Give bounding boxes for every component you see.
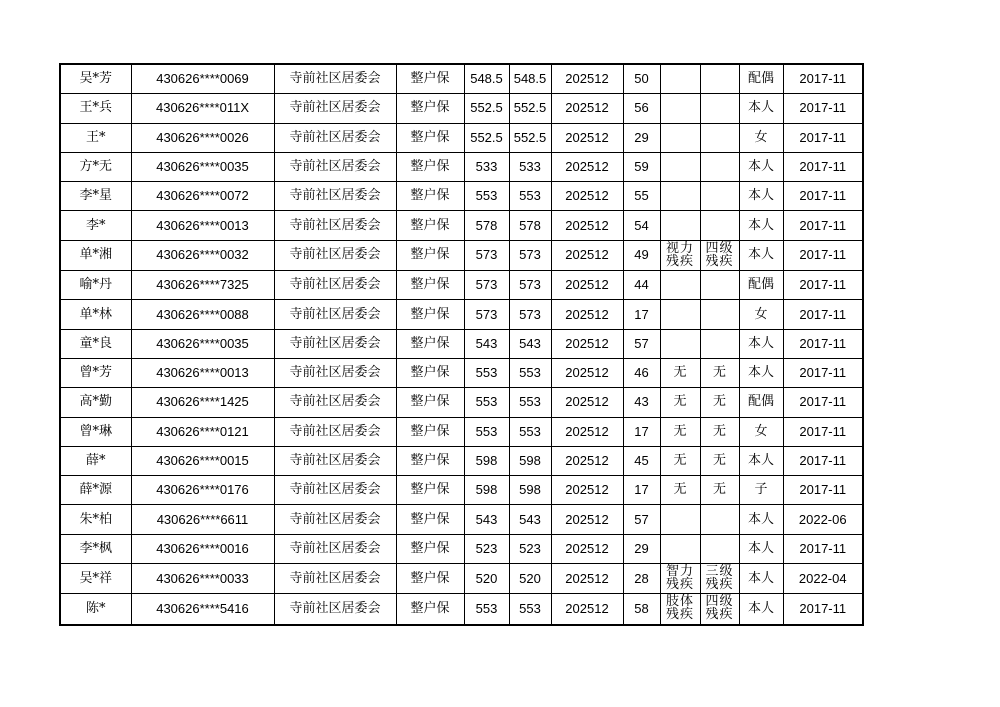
id-number-cell: 430626****0121 [131, 417, 274, 446]
relation-cell: 本人 [739, 211, 783, 240]
community-cell: 寺前社区居委会 [274, 240, 396, 270]
age-cell: 29 [623, 534, 660, 563]
community-cell: 寺前社区居委会 [274, 152, 396, 181]
id-number-cell: 430626****0072 [131, 182, 274, 211]
id-number-cell: 430626****0032 [131, 240, 274, 270]
amount-cell: 553 [464, 182, 509, 211]
start-date-cell: 2017-11 [783, 534, 863, 563]
relation-cell: 本人 [739, 94, 783, 123]
disability-level-cell: 无 [700, 476, 739, 505]
relation-cell: 本人 [739, 564, 783, 594]
name-cell: 曾*芳 [60, 358, 131, 387]
assistance-type-cell: 整户保 [396, 564, 464, 594]
community-cell: 寺前社区居委会 [274, 271, 396, 300]
period-cell: 202512 [551, 240, 623, 270]
disability-level-cell: 三级残疾 [700, 564, 739, 594]
total-amount-cell: 523 [509, 534, 551, 563]
disability-type-cell [660, 94, 700, 123]
relation-cell: 本人 [739, 240, 783, 270]
community-cell: 寺前社区居委会 [274, 182, 396, 211]
disability-type-cell [660, 534, 700, 563]
assistance-type-cell: 整户保 [396, 94, 464, 123]
id-number-cell: 430626****011X [131, 94, 274, 123]
id-number-cell: 430626****0035 [131, 329, 274, 358]
disability-type-cell: 无 [660, 388, 700, 417]
assistance-type-cell: 整户保 [396, 211, 464, 240]
total-amount-cell: 543 [509, 329, 551, 358]
disability-level-cell [700, 182, 739, 211]
relation-cell: 本人 [739, 329, 783, 358]
start-date-cell: 2017-11 [783, 211, 863, 240]
assistance-type-cell: 整户保 [396, 476, 464, 505]
assistance-type-cell: 整户保 [396, 594, 464, 625]
assistance-type-cell: 整户保 [396, 64, 464, 94]
start-date-cell: 2017-11 [783, 240, 863, 270]
amount-cell: 578 [464, 211, 509, 240]
community-cell: 寺前社区居委会 [274, 564, 396, 594]
period-cell: 202512 [551, 123, 623, 152]
table-row [60, 240, 863, 270]
id-number-cell: 430626****0033 [131, 564, 274, 594]
assistance-type-cell: 整户保 [396, 534, 464, 563]
relation-cell: 本人 [739, 534, 783, 563]
start-date-cell: 2017-11 [783, 358, 863, 387]
age-cell: 17 [623, 476, 660, 505]
assistance-type-cell: 整户保 [396, 182, 464, 211]
assistance-type-cell: 整户保 [396, 300, 464, 329]
disability-level-cell [700, 300, 739, 329]
disability-level-cell [700, 123, 739, 152]
start-date-cell: 2017-11 [783, 417, 863, 446]
amount-cell: 523 [464, 534, 509, 563]
total-amount-cell: 552.5 [509, 94, 551, 123]
disability-level-cell [700, 534, 739, 563]
relation-cell: 子 [739, 476, 783, 505]
amount-cell: 552.5 [464, 123, 509, 152]
name-cell: 吴*芳 [60, 64, 131, 94]
amount-cell: 573 [464, 271, 509, 300]
name-cell: 陈* [60, 594, 131, 625]
id-number-cell: 430626****0016 [131, 534, 274, 563]
community-cell: 寺前社区居委会 [274, 64, 396, 94]
community-cell: 寺前社区居委会 [274, 388, 396, 417]
name-cell: 朱*柏 [60, 505, 131, 534]
community-cell: 寺前社区居委会 [274, 476, 396, 505]
total-amount-cell: 598 [509, 476, 551, 505]
community-cell: 寺前社区居委会 [274, 534, 396, 563]
assistance-type-cell: 整户保 [396, 240, 464, 270]
amount-cell: 573 [464, 300, 509, 329]
start-date-cell: 2017-11 [783, 329, 863, 358]
table-row [60, 446, 863, 475]
id-number-cell: 430626****0013 [131, 358, 274, 387]
relation-cell: 本人 [739, 358, 783, 387]
id-number-cell: 430626****0176 [131, 476, 274, 505]
disability-type-cell: 无 [660, 446, 700, 475]
disability-level-cell: 无 [700, 446, 739, 475]
start-date-cell: 2017-11 [783, 152, 863, 181]
disability-level-cell [700, 94, 739, 123]
amount-cell: 553 [464, 417, 509, 446]
disability-type-cell [660, 64, 700, 94]
id-number-cell: 430626****0088 [131, 300, 274, 329]
amount-cell: 573 [464, 240, 509, 270]
period-cell: 202512 [551, 271, 623, 300]
age-cell: 59 [623, 152, 660, 181]
age-cell: 46 [623, 358, 660, 387]
relation-cell: 女 [739, 123, 783, 152]
community-cell: 寺前社区居委会 [274, 358, 396, 387]
table-row [60, 564, 863, 594]
total-amount-cell: 573 [509, 300, 551, 329]
total-amount-cell: 598 [509, 446, 551, 475]
assistance-type-cell: 整户保 [396, 505, 464, 534]
amount-cell: 598 [464, 476, 509, 505]
assistance-type-cell: 整户保 [396, 358, 464, 387]
community-cell: 寺前社区居委会 [274, 417, 396, 446]
age-cell: 55 [623, 182, 660, 211]
total-amount-cell: 548.5 [509, 64, 551, 94]
name-cell: 李*星 [60, 182, 131, 211]
amount-cell: 553 [464, 388, 509, 417]
disability-level-cell: 无 [700, 388, 739, 417]
total-amount-cell: 573 [509, 240, 551, 270]
age-cell: 17 [623, 300, 660, 329]
period-cell: 202512 [551, 534, 623, 563]
benefit-roster-table [59, 63, 864, 626]
total-amount-cell: 578 [509, 211, 551, 240]
assistance-type-cell: 整户保 [396, 271, 464, 300]
period-cell: 202512 [551, 505, 623, 534]
total-amount-cell: 543 [509, 505, 551, 534]
id-number-cell: 430626****7325 [131, 271, 274, 300]
start-date-cell: 2017-11 [783, 64, 863, 94]
start-date-cell: 2017-11 [783, 476, 863, 505]
community-cell: 寺前社区居委会 [274, 505, 396, 534]
total-amount-cell: 520 [509, 564, 551, 594]
relation-cell: 本人 [739, 182, 783, 211]
disability-level-cell [700, 271, 739, 300]
disability-level-cell [700, 211, 739, 240]
period-cell: 202512 [551, 300, 623, 329]
relation-cell: 配偶 [739, 64, 783, 94]
name-cell: 方*无 [60, 152, 131, 181]
id-number-cell: 430626****0069 [131, 64, 274, 94]
disability-level-cell: 无 [700, 358, 739, 387]
total-amount-cell: 553 [509, 417, 551, 446]
disability-level-cell [700, 152, 739, 181]
period-cell: 202512 [551, 594, 623, 625]
start-date-cell: 2022-06 [783, 505, 863, 534]
community-cell: 寺前社区居委会 [274, 94, 396, 123]
id-number-cell: 430626****0015 [131, 446, 274, 475]
name-cell: 吴*祥 [60, 564, 131, 594]
table-row [60, 476, 863, 505]
age-cell: 58 [623, 594, 660, 625]
amount-cell: 598 [464, 446, 509, 475]
assistance-type-cell: 整户保 [396, 152, 464, 181]
period-cell: 202512 [551, 182, 623, 211]
total-amount-cell: 552.5 [509, 123, 551, 152]
disability-level-cell: 四级残疾 [700, 594, 739, 625]
relation-cell: 女 [739, 417, 783, 446]
community-cell: 寺前社区居委会 [274, 329, 396, 358]
table-row [60, 594, 863, 625]
name-cell: 单*湘 [60, 240, 131, 270]
age-cell: 17 [623, 417, 660, 446]
amount-cell: 553 [464, 594, 509, 625]
start-date-cell: 2017-11 [783, 300, 863, 329]
start-date-cell: 2017-11 [783, 388, 863, 417]
total-amount-cell: 553 [509, 388, 551, 417]
id-number-cell: 430626****0035 [131, 152, 274, 181]
disability-type-cell [660, 211, 700, 240]
start-date-cell: 2017-11 [783, 446, 863, 475]
amount-cell: 543 [464, 329, 509, 358]
period-cell: 202512 [551, 211, 623, 240]
amount-cell: 553 [464, 358, 509, 387]
community-cell: 寺前社区居委会 [274, 123, 396, 152]
period-cell: 202512 [551, 417, 623, 446]
disability-level-cell [700, 64, 739, 94]
assistance-type-cell: 整户保 [396, 329, 464, 358]
total-amount-cell: 573 [509, 271, 551, 300]
name-cell: 喻*丹 [60, 271, 131, 300]
total-amount-cell: 553 [509, 358, 551, 387]
id-number-cell: 430626****0013 [131, 211, 274, 240]
name-cell: 高*勤 [60, 388, 131, 417]
start-date-cell: 2017-11 [783, 123, 863, 152]
community-cell: 寺前社区居委会 [274, 446, 396, 475]
disability-type-cell [660, 300, 700, 329]
disability-type-cell [660, 123, 700, 152]
table-row [60, 417, 863, 446]
disability-level-cell [700, 329, 739, 358]
amount-cell: 520 [464, 564, 509, 594]
id-number-cell: 430626****5416 [131, 594, 274, 625]
table-row [60, 388, 863, 417]
disability-level-cell: 四级残疾 [700, 240, 739, 270]
age-cell: 43 [623, 388, 660, 417]
relation-cell: 女 [739, 300, 783, 329]
name-cell: 李*枫 [60, 534, 131, 563]
age-cell: 44 [623, 271, 660, 300]
disability-type-cell: 视力残疾 [660, 240, 700, 270]
table-row [60, 329, 863, 358]
relation-cell: 本人 [739, 152, 783, 181]
name-cell: 李* [60, 211, 131, 240]
community-cell: 寺前社区居委会 [274, 300, 396, 329]
table-row [60, 152, 863, 181]
relation-cell: 配偶 [739, 388, 783, 417]
amount-cell: 552.5 [464, 94, 509, 123]
id-number-cell: 430626****0026 [131, 123, 274, 152]
age-cell: 50 [623, 64, 660, 94]
disability-type-cell: 无 [660, 476, 700, 505]
amount-cell: 533 [464, 152, 509, 181]
age-cell: 29 [623, 123, 660, 152]
table-row [60, 182, 863, 211]
community-cell: 寺前社区居委会 [274, 594, 396, 625]
period-cell: 202512 [551, 152, 623, 181]
name-cell: 王*兵 [60, 94, 131, 123]
age-cell: 57 [623, 329, 660, 358]
total-amount-cell: 553 [509, 182, 551, 211]
age-cell: 45 [623, 446, 660, 475]
table-row [60, 211, 863, 240]
age-cell: 54 [623, 211, 660, 240]
table-row [60, 94, 863, 123]
table-row [60, 358, 863, 387]
disability-type-cell: 肢体残疾 [660, 594, 700, 625]
disability-type-cell: 无 [660, 358, 700, 387]
amount-cell: 548.5 [464, 64, 509, 94]
period-cell: 202512 [551, 358, 623, 387]
disability-type-cell [660, 271, 700, 300]
period-cell: 202512 [551, 388, 623, 417]
name-cell: 王* [60, 123, 131, 152]
disability-level-cell [700, 505, 739, 534]
disability-level-cell: 无 [700, 417, 739, 446]
relation-cell: 本人 [739, 505, 783, 534]
community-cell: 寺前社区居委会 [274, 211, 396, 240]
assistance-type-cell: 整户保 [396, 446, 464, 475]
table-row [60, 123, 863, 152]
age-cell: 28 [623, 564, 660, 594]
table-row [60, 64, 863, 94]
start-date-cell: 2022-04 [783, 564, 863, 594]
amount-cell: 543 [464, 505, 509, 534]
name-cell: 单*林 [60, 300, 131, 329]
assistance-type-cell: 整户保 [396, 123, 464, 152]
total-amount-cell: 553 [509, 594, 551, 625]
name-cell: 薛* [60, 446, 131, 475]
disability-type-cell [660, 329, 700, 358]
period-cell: 202512 [551, 564, 623, 594]
disability-type-cell [660, 182, 700, 211]
assistance-type-cell: 整户保 [396, 417, 464, 446]
id-number-cell: 430626****1425 [131, 388, 274, 417]
name-cell: 童*良 [60, 329, 131, 358]
age-cell: 49 [623, 240, 660, 270]
name-cell: 曾*琳 [60, 417, 131, 446]
start-date-cell: 2017-11 [783, 271, 863, 300]
start-date-cell: 2017-11 [783, 94, 863, 123]
table-row [60, 271, 863, 300]
relation-cell: 本人 [739, 446, 783, 475]
age-cell: 56 [623, 94, 660, 123]
period-cell: 202512 [551, 329, 623, 358]
period-cell: 202512 [551, 476, 623, 505]
disability-type-cell [660, 152, 700, 181]
period-cell: 202512 [551, 94, 623, 123]
relation-cell: 本人 [739, 594, 783, 625]
name-cell: 薛*源 [60, 476, 131, 505]
start-date-cell: 2017-11 [783, 594, 863, 625]
period-cell: 202512 [551, 64, 623, 94]
age-cell: 57 [623, 505, 660, 534]
id-number-cell: 430626****6611 [131, 505, 274, 534]
disability-type-cell: 智力残疾 [660, 564, 700, 594]
relation-cell: 配偶 [739, 271, 783, 300]
assistance-type-cell: 整户保 [396, 388, 464, 417]
disability-type-cell: 无 [660, 417, 700, 446]
table-row [60, 534, 863, 563]
table-row [60, 300, 863, 329]
table-row [60, 505, 863, 534]
total-amount-cell: 533 [509, 152, 551, 181]
start-date-cell: 2017-11 [783, 182, 863, 211]
period-cell: 202512 [551, 446, 623, 475]
disability-type-cell [660, 505, 700, 534]
